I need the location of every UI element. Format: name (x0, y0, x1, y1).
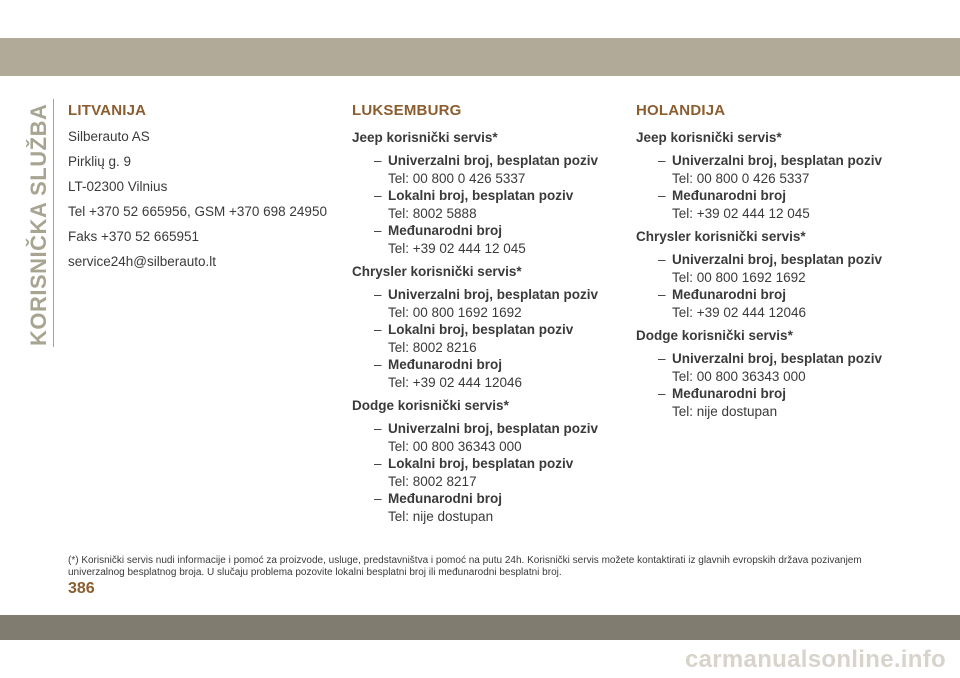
page-number: 386 (68, 580, 95, 597)
phone-number: Tel: 8002 5888 (388, 205, 477, 221)
brand-title: Chrysler korisnički servis* (352, 264, 522, 279)
service-group-jeep (636, 129, 901, 222)
email-line: service24h@silberauto.lt (68, 254, 217, 269)
contact-entry (352, 152, 617, 187)
contact-entry (352, 187, 617, 222)
number-type: Međunarodni broj (388, 357, 502, 372)
contact-entry (352, 490, 617, 525)
service-group-chrysler (352, 263, 617, 391)
contact-entry (636, 385, 901, 420)
contact-entry (636, 187, 901, 222)
country-heading-luxembourg: LUKSEMBURG (352, 102, 462, 119)
country-heading-lithuania: LITVANIJA (68, 102, 147, 119)
number-type: Univerzalni broj, besplatan poziv (672, 153, 883, 168)
dash: – (374, 491, 382, 506)
contact-entry (636, 350, 901, 385)
dash: – (374, 223, 382, 238)
number-type: Univerzalni broj, besplatan poziv (672, 351, 883, 366)
phone-number: Tel: 00 800 36343 000 (672, 368, 806, 384)
contact-entry (352, 222, 617, 257)
number-type: Lokalni broj, besplatan poziv (388, 188, 574, 203)
dash: – (374, 188, 382, 203)
phone-number: Tel: nije dostupan (672, 403, 778, 419)
brand-title: Dodge korisnički servis* (352, 398, 509, 413)
dash: – (658, 351, 666, 366)
number-type: Univerzalni broj, besplatan poziv (672, 252, 883, 267)
side-divider (53, 99, 54, 347)
contact-entry (636, 286, 901, 321)
brand-title: Dodge korisnički servis* (636, 328, 793, 343)
phone-number: Tel: 00 800 0 426 5337 (388, 170, 526, 186)
column-luxembourg (352, 101, 617, 531)
address-line: LT-02300 Vilnius (68, 179, 168, 194)
phone-number: Tel: +39 02 444 12046 (672, 304, 806, 320)
phone-number: Tel: +39 02 444 12 045 (672, 205, 810, 221)
contact-entry (352, 356, 617, 391)
address-line: Pirklių g. 9 (68, 154, 132, 169)
dash: – (374, 357, 382, 372)
phone-number: Tel: +39 02 444 12 045 (388, 240, 526, 256)
phone-number: Tel: nije dostupan (388, 508, 494, 524)
number-type: Međunarodni broj (672, 386, 786, 401)
number-type: Međunarodni broj (672, 188, 786, 203)
dash: – (658, 188, 666, 203)
address-line: Silberauto AS (68, 129, 150, 144)
brand-title: Jeep korisnički servis* (352, 130, 498, 145)
dash: – (374, 421, 382, 436)
number-type: Lokalni broj, besplatan poziv (388, 456, 574, 471)
phone-number: Tel: 8002 8217 (388, 473, 477, 489)
number-type: Univerzalni broj, besplatan poziv (388, 153, 599, 168)
service-group-jeep (352, 129, 617, 257)
number-type: Međunarodni broj (388, 223, 502, 238)
footnote: (*) Korisnički servis nudi informacije i pomoć za proizvode, usluge, predstavništva i pomoć na putu 24h. Korisnički servis možete kontaktirati iz glavnih evropskih država pozivanjem univerzalnog besplatnog broja. U slučaju problema pozovite lokalni besplatni broj ili međunarodni besplatni broj. (68, 555, 862, 578)
watermark: carmanualsonline.info (684, 646, 946, 673)
phone-number: Tel: 00 800 0 426 5337 (672, 170, 810, 186)
number-type: Lokalni broj, besplatan poziv (388, 322, 574, 337)
dash: – (658, 252, 666, 267)
country-heading-netherlands: HOLANDIJA (636, 102, 726, 119)
column-netherlands (636, 101, 901, 426)
number-type: Međunarodni broj (388, 491, 502, 506)
brand-title: Chrysler korisnički servis* (636, 229, 806, 244)
contact-entry (636, 152, 901, 187)
dash: – (374, 322, 382, 337)
contact-entry (352, 321, 617, 356)
dash: – (374, 287, 382, 302)
dash: – (374, 153, 382, 168)
brand-title: Jeep korisnički servis* (636, 130, 782, 145)
contact-entry (352, 286, 617, 321)
section-side-title: KORISNIČKA SLUŽBA (26, 103, 51, 346)
dash: – (374, 456, 382, 471)
dash: – (658, 287, 666, 302)
contact-entry (352, 455, 617, 490)
service-group-dodge (636, 327, 901, 420)
number-type: Univerzalni broj, besplatan poziv (388, 421, 599, 436)
service-group-chrysler (636, 228, 901, 321)
phone-number: Tel: 8002 8216 (388, 339, 477, 355)
contact-entry (352, 420, 617, 455)
footer-band (0, 615, 960, 640)
number-type: Međunarodni broj (672, 287, 786, 302)
phone-number: Tel: 00 800 1692 1692 (672, 269, 806, 285)
phone-line: Tel +370 52 665956, GSM +370 698 24950 (68, 204, 327, 219)
header-band (0, 38, 960, 76)
number-type: Univerzalni broj, besplatan poziv (388, 287, 599, 302)
phone-number: Tel: +39 02 444 12046 (388, 374, 522, 390)
phone-number: Tel: 00 800 1692 1692 (388, 304, 522, 320)
dash: – (658, 153, 666, 168)
service-group-dodge (352, 397, 617, 525)
phone-number: Tel: 00 800 36343 000 (388, 438, 522, 454)
contact-entry (636, 251, 901, 286)
fax-line: Faks +370 52 665951 (68, 229, 199, 244)
column-lithuania (68, 101, 343, 279)
dash: – (658, 386, 666, 401)
